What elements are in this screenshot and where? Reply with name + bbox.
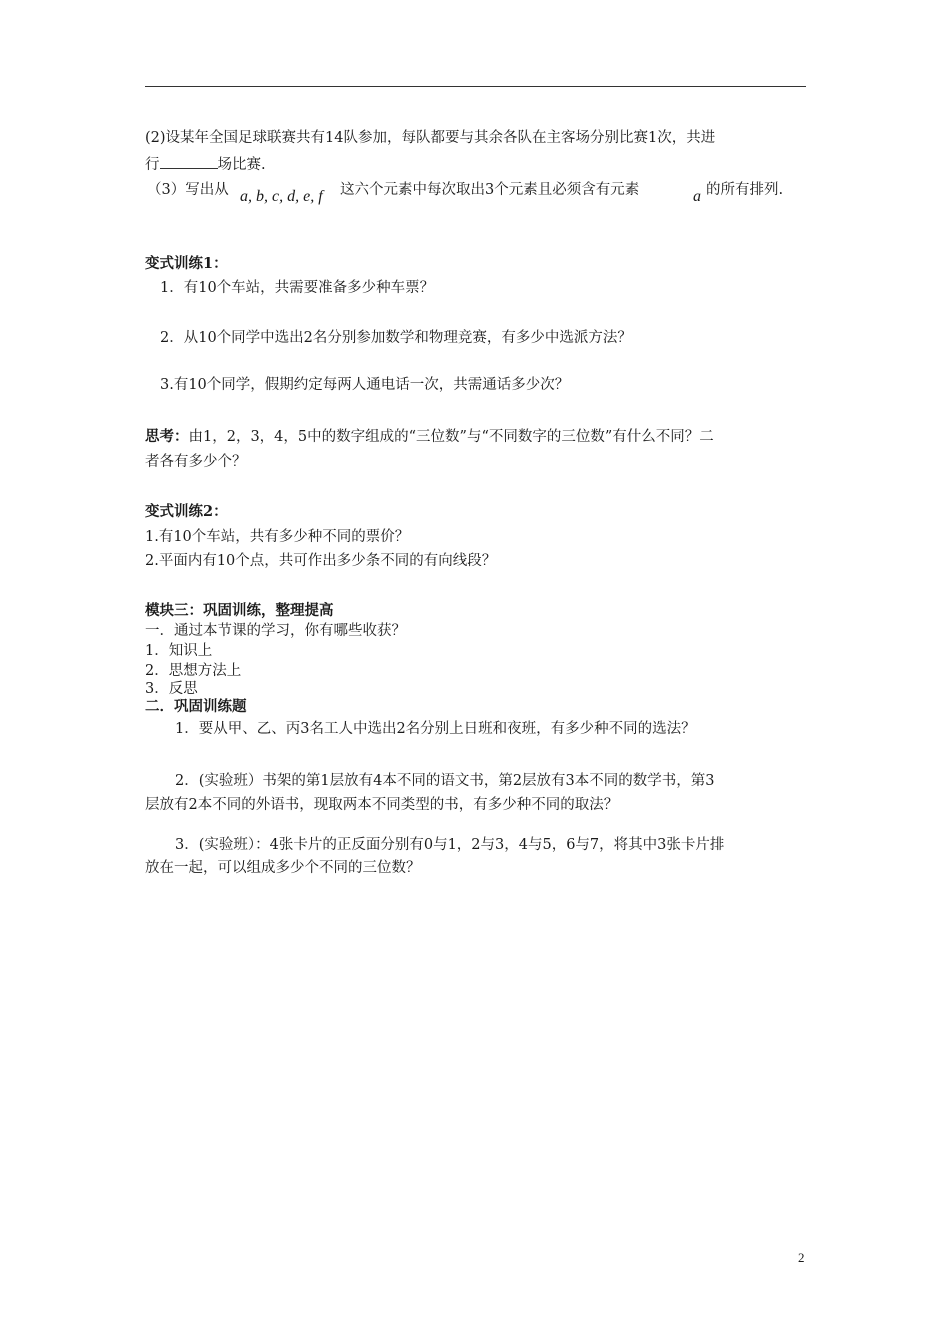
q3-mid: 这六个元素中每次取出3个元素且必须含有元素 <box>340 182 640 198</box>
exercise-2-line1: 2．(实验班）书架的第1层放有4本不同的语文书，第2层放有3本不同的数学书，第3 <box>175 773 715 789</box>
q2-line1: (2)设某年全国足球联赛共有14队参加，每队都要与其余各队在主客场分别比赛1次，共进 <box>145 130 716 146</box>
answer-blank <box>160 154 218 169</box>
exercise-3-line2: 放在一起，可以组成多少个不同的三位数？ <box>145 860 421 876</box>
variant1-item: 3.有10个同学，假期约定每两人通电话一次，共需通话多少次？ <box>160 377 570 393</box>
variant1-title: 变式训练1： <box>145 255 228 272</box>
q2-line2-post: 场比赛. <box>217 157 266 173</box>
module3-subtitle: 二．巩固训练题 <box>145 698 247 715</box>
variant1-item: 1．有10个车站，共需要准备多少种车票？ <box>160 280 435 296</box>
module3-item: 1．知识上 <box>145 643 213 659</box>
think-text: 由1，2，3，4，5中的数字组成的“三位数”与“不同数字的三位数”有什么不同？二 <box>188 429 714 445</box>
q3-math-set: a, b, c, d, e, f <box>240 188 323 205</box>
q3-post: 的所有排列. <box>706 182 784 198</box>
variant2-title: 变式训练2： <box>145 503 228 520</box>
page-number: 2 <box>798 1250 805 1265</box>
q2-line2-pre: 行 <box>145 157 160 173</box>
q3-math-a: a <box>693 188 701 205</box>
module3-item: 2．思想方法上 <box>145 663 242 679</box>
q3-pre: （3）写出从 <box>147 182 229 198</box>
variant2-item: 2.平面内有10个点，共可作出多少条不同的有向线段？ <box>145 553 497 569</box>
think-line2: 者各有多少个？ <box>145 454 247 470</box>
variant1-item: 2．从10个同学中选出2名分别参加数学和物理竞赛，有多少中选派方法？ <box>160 330 632 346</box>
module3-q1: 一．通过本节课的学习，你有哪些收获？ <box>145 623 406 639</box>
exercise-2-line2: 层放有2本不同的外语书，现取两本不同类型的书，有多少种不同的取法？ <box>145 797 619 813</box>
exercise-3-line1: 3．(实验班）：4张卡片的正反面分别有0与1，2与3，4与5，6与7，将其中3张卡片排 <box>175 837 725 853</box>
module3-title: 模块三：巩固训练，整理提高 <box>145 602 334 619</box>
think-line1 <box>145 427 714 447</box>
header-rule <box>145 86 806 87</box>
think-label: 思考： <box>145 428 189 445</box>
variant2-item: 1.有10个车站，共有多少种不同的票价？ <box>145 529 410 545</box>
q2-line2 <box>145 154 266 175</box>
module3-item: 3．反思 <box>145 681 198 697</box>
exercise-1: 1．要从甲、乙、丙3名工人中选出2名分别上日班和夜班，有多少种不同的选法？ <box>175 721 696 737</box>
